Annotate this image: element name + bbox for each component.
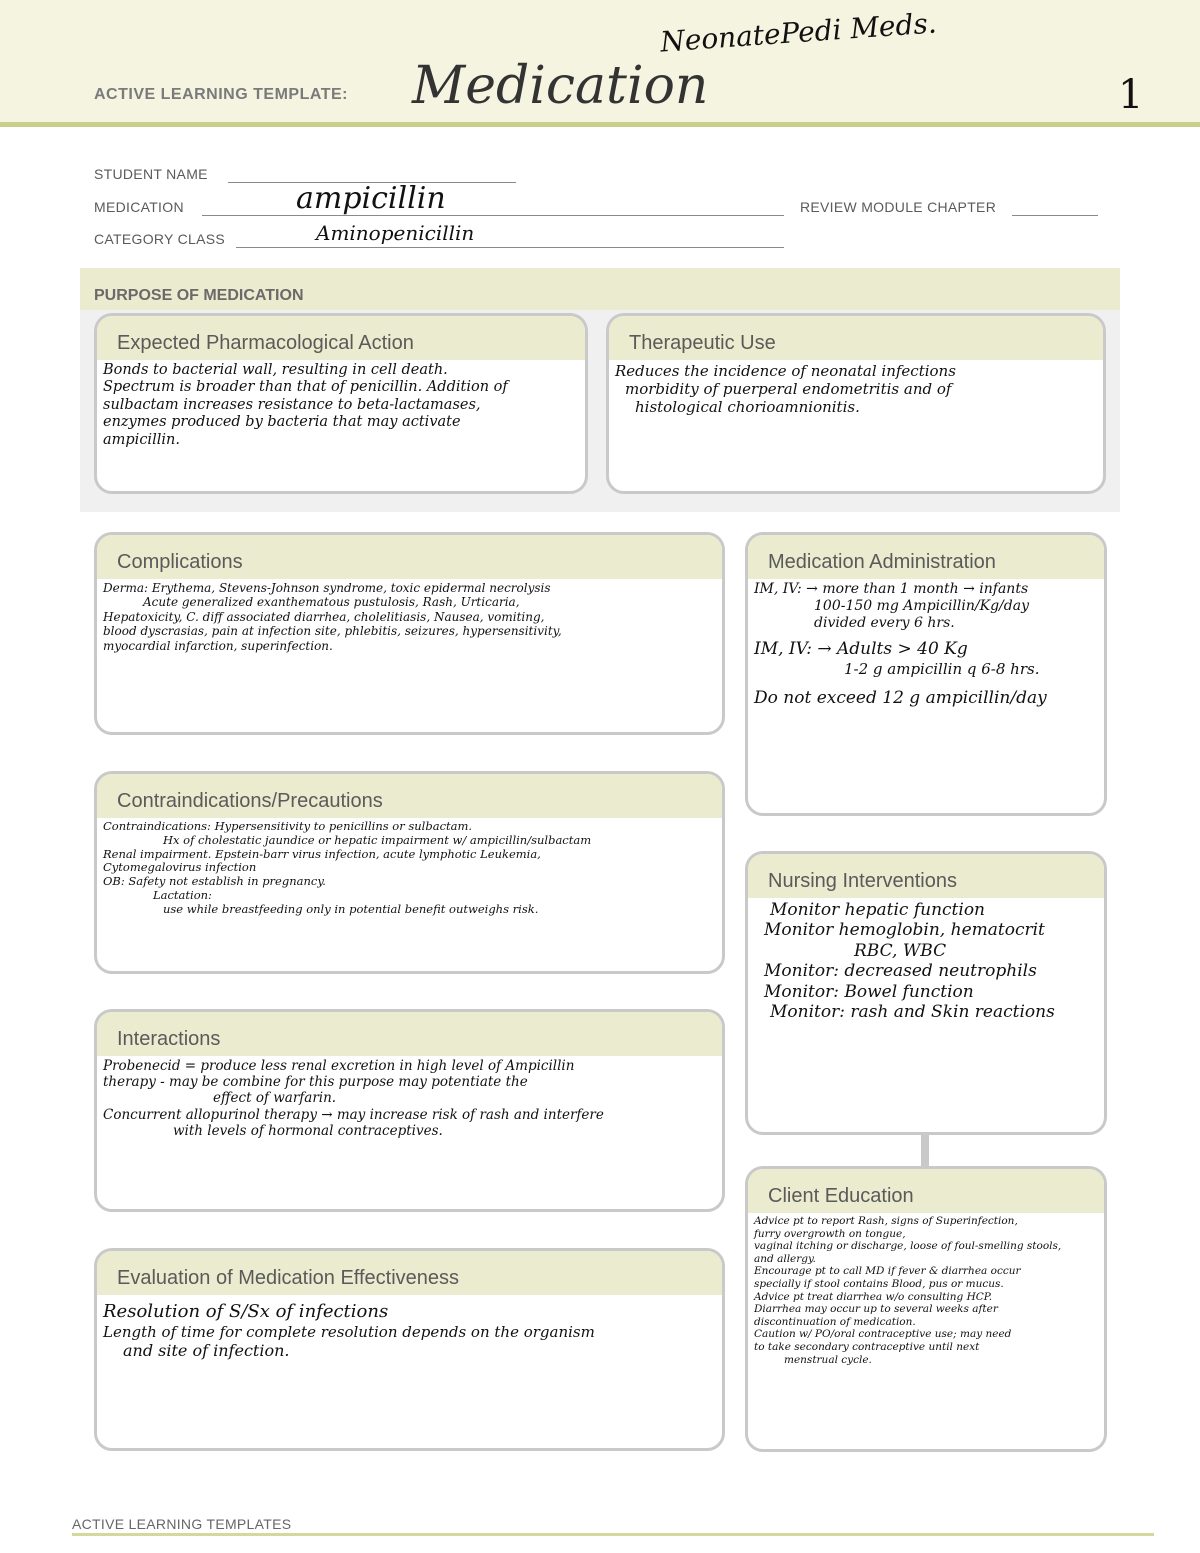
text-line: Lactation:: [153, 887, 212, 902]
nursing-interventions-title: Nursing Interventions: [768, 870, 957, 892]
box-connector: [921, 1133, 929, 1167]
header-rule: [0, 122, 1200, 127]
text-line: sulbactam increases resistance to beta-lactamases,: [103, 396, 481, 413]
text-line: blood dyscrasias, pain at infection site, phlebitis, seizures, hypersensitivity,: [103, 624, 562, 639]
nursing-interventions-text: [754, 900, 1098, 1022]
text-line: 100-150 mg Ampicillin/Kg/day: [814, 597, 1029, 614]
therapeutic-use-title: Therapeutic Use: [629, 332, 776, 354]
text-line: menstrual cycle.: [784, 1353, 872, 1366]
purpose-section-label: PURPOSE OF MEDICATION: [94, 287, 304, 304]
text-line: Hx of cholestatic jaundice or hepatic impairment w/ ampicillin/sulbactam: [163, 832, 592, 847]
text-line: Caution w/ PO/oral contraceptive use; may need: [754, 1328, 1012, 1341]
medication-administration-title: Medication Administration: [768, 551, 996, 573]
expected-action-text: [103, 362, 579, 449]
text-line: Monitor: Bowel function: [764, 981, 974, 1002]
review-module-chapter-field[interactable]: [1012, 215, 1098, 216]
text-line: Do not exceed 12 g ampicillin/day: [754, 687, 1047, 708]
complications-box: [94, 532, 725, 735]
footer-rule: [72, 1533, 1154, 1536]
text-line: furry overgrowth on tongue,: [754, 1227, 906, 1240]
text-line: Monitor hepatic function: [770, 900, 986, 920]
interactions-box: [94, 1009, 725, 1212]
medication-administration-text: [754, 581, 1098, 708]
text-line: ampicillin.: [103, 431, 180, 448]
text-line: Length of time for complete resolution depends on the organism: [103, 1322, 595, 1341]
text-line: Acute generalized exanthematous pustulosis, Rash, Urticaria,: [143, 595, 520, 610]
contraindications-box: [94, 771, 725, 974]
category-class-value: Aminopenicillin: [316, 221, 475, 245]
client-education-box: [745, 1166, 1107, 1452]
text-line: Encourage pt to call MD if fever & diarrhea occur: [754, 1265, 1021, 1278]
text-line: Reduces the incidence of neonatal infections: [615, 362, 956, 380]
footer-label: ACTIVE LEARNING TEMPLATES: [72, 1516, 292, 1532]
text-line: discontinuation of medication.: [754, 1315, 916, 1328]
text-line: histological chorioamnionitis.: [635, 398, 860, 416]
text-line: Diarrhea may occur up to several weeks after: [754, 1303, 998, 1316]
text-line: Resolution of S/Sx of infections: [103, 1301, 389, 1322]
medication-administration-box: [745, 532, 1107, 816]
text-line: Contraindications: Hypersensitivity to penicillins or sulbactam.: [103, 819, 473, 833]
text-line: Concurrent allopurinol therapy → may increase risk of rash and interfere: [103, 1106, 604, 1123]
text-line: enzymes produced by bacteria that may activate: [103, 414, 461, 431]
text-line: with levels of hormonal contraceptives.: [173, 1122, 443, 1139]
expected-action-title: Expected Pharmacological Action: [117, 332, 414, 354]
contraindications-text: [103, 820, 716, 917]
nursing-interventions-box: [745, 851, 1107, 1135]
template-title: Medication: [412, 56, 709, 116]
text-line: vaginal itching or discharge, loose of foul-smelling stools,: [754, 1240, 1062, 1253]
contraindications-title: Contraindications/Precautions: [117, 790, 383, 812]
text-line: Monitor hemoglobin, hematocrit: [764, 920, 1045, 941]
complications-title: Complications: [117, 551, 243, 573]
text-line: morbidity of puerperal endometritis and of: [625, 380, 952, 398]
text-line: Renal impairment. Epstein-barr virus infection, acute lymphotic Leukemia,: [103, 846, 541, 861]
text-line: and allergy.: [754, 1252, 816, 1265]
text-line: Spectrum is broader than that of penicillin. Addition of: [103, 379, 508, 396]
page-number: 1: [1118, 72, 1144, 118]
text-line: Derma: Erythema, Stevens-Johnson syndrome, toxic epidermal necrolysis: [103, 581, 551, 595]
text-line: Hepatoxicity, C. diff associated diarrhea, cholelitiasis, Nausea, vomiting,: [103, 609, 545, 624]
text-line: divided every 6 hrs.: [814, 614, 955, 631]
template-label: ACTIVE LEARNING TEMPLATE:: [94, 86, 348, 103]
text-line: myocardial infarction, superinfection.: [103, 638, 333, 653]
text-line: and site of infection.: [123, 1340, 290, 1360]
category-class-label: CATEGORY CLASS: [94, 231, 226, 247]
text-line: RBC, WBC: [854, 940, 947, 961]
interactions-text: [103, 1058, 716, 1139]
text-line: Advice pt to report Rash, signs of Superinfection,: [754, 1215, 1018, 1227]
therapeutic-use-box: [606, 313, 1106, 494]
therapeutic-use-text: [615, 362, 1097, 416]
category-class-field[interactable]: [236, 221, 784, 248]
interactions-title: Interactions: [117, 1028, 221, 1050]
text-line: IM, IV: → more than 1 month → infants: [754, 581, 1029, 597]
student-name-label: STUDENT NAME: [94, 166, 208, 182]
text-line: Bonds to bacterial wall, resulting in cell death.: [103, 362, 448, 378]
client-education-title: Client Education: [768, 1185, 914, 1207]
text-line: Probenecid = produce less renal excretion in high level of Ampicillin: [103, 1058, 575, 1074]
text-line: therapy - may be combine for this purpose may potentiate the: [103, 1074, 528, 1091]
review-module-chapter-label: REVIEW MODULE CHAPTER: [800, 199, 997, 215]
text-line: Monitor: decreased neutrophils: [764, 961, 1037, 982]
title-annotation: NeonatePedi Meds.: [659, 6, 938, 59]
evaluation-box: [94, 1248, 725, 1451]
complications-text: [103, 581, 716, 653]
text-line: Advice pt treat diarrhea w/o consulting HCP.: [754, 1290, 993, 1303]
client-education-text: [754, 1215, 1098, 1366]
text-line: Monitor: rash and Skin reactions: [770, 1001, 1055, 1022]
text-line: effect of warfarin.: [213, 1090, 337, 1107]
text-line: OB: Safety not establish in pregnancy.: [103, 874, 326, 889]
text-line: specially if stool contains Blood, pus or mucus.: [754, 1277, 1004, 1290]
text-line: IM, IV: → Adults > 40 Kg: [754, 639, 968, 660]
expected-action-box: [94, 313, 588, 494]
medication-label: MEDICATION: [94, 199, 184, 215]
text-line: 1-2 g ampicillin q 6-8 hrs.: [844, 659, 1040, 678]
text-line: to take secondary contraceptive until next: [754, 1340, 980, 1353]
medication-value: ampicillin: [296, 181, 446, 216]
evaluation-title: Evaluation of Medication Effectiveness: [117, 1267, 460, 1289]
text-line: use while breastfeeding only in potential benefit outweighs risk.: [163, 901, 539, 916]
medication-field[interactable]: [202, 181, 784, 216]
evaluation-text: [103, 1301, 716, 1360]
text-line: Cytomegalovirus infection: [103, 860, 257, 875]
